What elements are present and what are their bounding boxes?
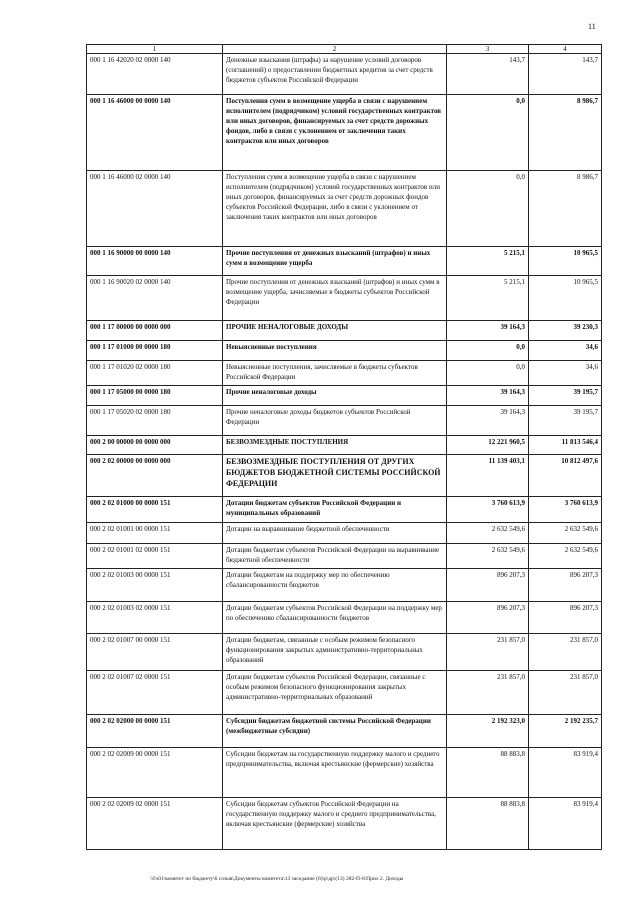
row-value-plan: 0,0 [447,361,529,386]
row-value-actual: 896 207,3 [529,569,602,602]
header-col-3: 3 [447,45,529,54]
row-value-actual: 8 986,7 [529,95,602,171]
header-col-1: 1 [87,45,223,54]
row-description: Прочие поступления от денежных взысканий (штрафов) и иных сумм в возмещение ущерба [223,247,447,276]
row-value-actual: 10 812 497,6 [529,455,602,497]
footer-path: \\Fs01\комитет по бюджету\6 созыв\Документы комитета\13 заседание (6)\р\др\(13) 282-П-6\Прил 2. Доходы [150,876,404,882]
table-row [87,497,602,523]
row-value-plan: 3 760 613,9 [447,497,529,523]
row-value-plan: 2 192 323,0 [447,715,529,748]
row-code: 000 1 16 46000 02 0000 140 [87,171,223,247]
row-description: Дотации бюджетам субъектов Российской Федерации на выравнивание бюджетной обеспеченности [223,544,447,569]
row-value-plan: 2 632 549,6 [447,544,529,569]
row-code: 000 2 02 01003 00 0000 151 [87,569,223,602]
row-value-actual: 11 813 546,4 [529,436,602,455]
row-code: 000 1 17 05020 02 0000 180 [87,406,223,436]
table-header-row [87,45,602,54]
table-row [87,569,602,602]
revenue-table [86,44,602,850]
row-description: Дотации бюджетам на поддержку мер по обеспечению сбалансированности бюджетов [223,569,447,602]
table-row [87,671,602,715]
table-row [87,341,602,361]
row-value-actual: 2 192 235,7 [529,715,602,748]
row-value-actual: 39 195,7 [529,406,602,436]
row-code: 000 1 16 42020 02 0000 140 [87,54,223,95]
row-value-actual: 34,6 [529,361,602,386]
table-row [87,798,602,850]
row-value-plan: 231 857,0 [447,671,529,715]
row-value-plan: 0,0 [447,95,529,171]
table-row [87,748,602,798]
table-row [87,523,602,544]
row-description: Невыясненные поступления, зачисляемые в бюджеты субъектов Российской Федерации [223,361,447,386]
row-code: 000 2 02 01003 02 0000 151 [87,602,223,634]
table-row [87,544,602,569]
row-description: Прочие поступления от денежных взысканий (штрафов) и иных сумм в возмещение ущерба, зачисляемые в бюджеты субъектов Российской Федерации [223,276,447,321]
row-code: 000 1 17 01020 02 0000 180 [87,361,223,386]
row-code: 000 2 02 01000 00 0000 151 [87,497,223,523]
row-value-plan: 12 221 960,5 [447,436,529,455]
row-value-plan: 88 883,8 [447,798,529,850]
row-code: 000 2 02 00000 00 0000 000 [87,455,223,497]
row-description: Прочие неналоговые доходы бюджетов субъектов Российской Федерации [223,406,447,436]
table-row [87,247,602,276]
row-description: Дотации на выравнивание бюджетной обеспеченности [223,523,447,544]
row-value-plan: 5 215,1 [447,276,529,321]
row-value-plan: 0,0 [447,341,529,361]
row-code: 000 2 00 00000 00 0000 000 [87,436,223,455]
row-description: БЕЗВОЗМЕЗДНЫЕ ПОСТУПЛЕНИЯ ОТ ДРУГИХ БЮДЖЕТОВ БЮДЖЕТНОЙ СИСТЕМЫ РОССИЙСКОЙ ФЕДЕРАЦИИ [223,455,447,497]
table-row [87,321,602,341]
row-code: 000 1 17 05000 00 0000 180 [87,386,223,406]
row-value-plan: 231 857,0 [447,634,529,671]
row-value-plan: 0,0 [447,171,529,247]
row-code: 000 1 17 00000 00 0000 000 [87,321,223,341]
row-value-actual: 83 919,4 [529,748,602,798]
row-value-plan: 2 632 549,6 [447,523,529,544]
table-row [87,406,602,436]
row-value-actual: 896 207,3 [529,602,602,634]
table-row [87,634,602,671]
row-description: ПРОЧИЕ НЕНАЛОГОВЫЕ ДОХОДЫ [223,321,447,341]
row-value-actual: 39 195,7 [529,386,602,406]
row-code: 000 2 02 02009 00 0000 151 [87,748,223,798]
row-description: Субсидии бюджетам субъектов Российской Федерации на государственную поддержку малого и среднего предпринимательства, включая крестьянские (фермерские) хозяйства [223,798,447,850]
table-row [87,715,602,748]
row-code: 000 2 02 01007 02 0000 151 [87,671,223,715]
row-description: Дотации бюджетам субъектов Российской Федерации и муниципальных образований [223,497,447,523]
table-row [87,276,602,321]
row-description: Дотации бюджетам, связанные с особым режимом безопасного функционирования закрытых административно-территориальных образований [223,634,447,671]
row-value-actual: 83 919,4 [529,798,602,850]
row-description: Субсидии бюджетам на государственную поддержку малого и среднего предпринимательства, включая крестьянские (фермерские) хозяйства [223,748,447,798]
row-value-plan: 39 164,3 [447,386,529,406]
row-description: Дотации бюджетам субъектов Российской Федерации, связанные с особым режимом безопасного функционирования закрытых административно-территориальных образований [223,671,447,715]
row-code: 000 1 16 46000 00 0000 140 [87,95,223,171]
row-value-plan: 896 207,3 [447,569,529,602]
row-code: 000 1 16 90000 00 0000 140 [87,247,223,276]
row-value-plan: 5 215,1 [447,247,529,276]
row-value-plan: 11 139 403,1 [447,455,529,497]
row-value-actual: 10 965,5 [529,247,602,276]
table-row [87,455,602,497]
row-code: 000 1 16 90020 02 0000 140 [87,276,223,321]
row-value-actual: 8 986,7 [529,171,602,247]
row-value-actual: 2 632 549,6 [529,544,602,569]
row-description: Невыясненные поступления [223,341,447,361]
row-value-actual: 3 760 613,9 [529,497,602,523]
row-value-actual: 34,6 [529,341,602,361]
row-description: Поступления сумм в возмещение ущерба в связи с нарушением исполнителем (подрядчиком) условий государственных контрактов или иных договоров, финансируемых за счет средств дорожных фондов, либо в связи с уклонением от заключения таких контрактов или иных договоров [223,95,447,171]
page-number: 11 [588,22,596,31]
row-code: 000 2 02 01001 00 0000 151 [87,523,223,544]
row-value-actual: 231 857,0 [529,671,602,715]
row-value-actual: 39 230,3 [529,321,602,341]
header-col-2: 2 [223,45,447,54]
row-value-actual: 10 965,5 [529,276,602,321]
table-row [87,171,602,247]
table-row [87,95,602,171]
row-code: 000 2 02 02000 00 0000 151 [87,715,223,748]
table-row [87,386,602,406]
row-value-actual: 231 857,0 [529,634,602,671]
row-description: Прочие неналоговые доходы [223,386,447,406]
row-value-plan: 143,7 [447,54,529,95]
row-description: Денежные взыскания (штрафы) за нарушение условий договоров (соглашений) о предоставлении бюджетных кредитов за счет средств бюджетов субъектов Российской Федерации [223,54,447,95]
table-row [87,602,602,634]
table-row [87,361,602,386]
row-value-plan: 896 207,3 [447,602,529,634]
row-value-actual: 2 632 549,6 [529,523,602,544]
row-value-plan: 39 164,3 [447,406,529,436]
row-value-plan: 88 883,8 [447,748,529,798]
row-description: Дотации бюджетам субъектов Российской Федерации на поддержку мер по обеспечению сбалансированности бюджетов [223,602,447,634]
row-description: БЕЗВОЗМЕЗДНЫЕ ПОСТУПЛЕНИЯ [223,436,447,455]
row-value-actual: 143,7 [529,54,602,95]
row-code: 000 2 02 01001 02 0000 151 [87,544,223,569]
header-col-4: 4 [529,45,602,54]
row-code: 000 2 02 02009 02 0000 151 [87,798,223,850]
table-row [87,54,602,95]
row-description: Субсидии бюджетам бюджетной системы Российской Федерации (межбюджетные субсидии) [223,715,447,748]
table-body [87,54,602,850]
table-row [87,436,602,455]
row-code: 000 1 17 01000 00 0000 180 [87,341,223,361]
row-value-plan: 39 164,3 [447,321,529,341]
row-code: 000 2 02 01007 00 0000 151 [87,634,223,671]
row-description: Поступления сумм в возмещение ущерба в связи с нарушением исполнителем (подрядчиком) условий государственных контрактов или иных договоров, финансируемых за счет средств дорожных фондов субъектов Российской Федерации, либо в связи с уклонением от заключения таких контрактов или иных договоров [223,171,447,247]
